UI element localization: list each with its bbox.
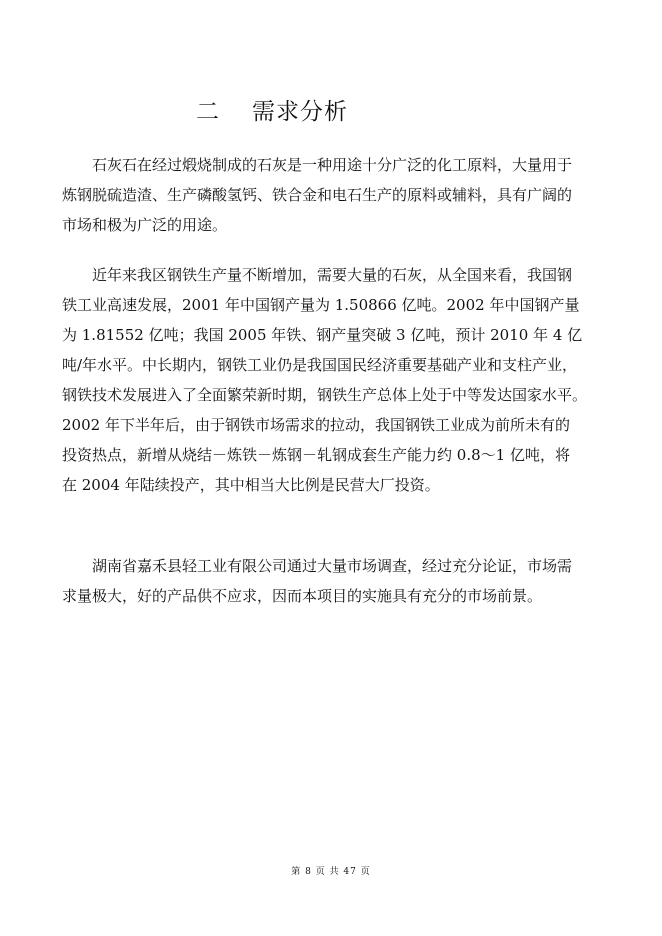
paragraph-line: 炼钢脱硫造渣、生产磷酸氢钙、铁合金和电石生产的原料或辅料，具有广阔的 [62,186,573,204]
page-footer: 第 8 页 共 47 页 [291,867,371,877]
section-number: 二 [196,99,220,125]
paragraph-line: 投资热点，新增从烧结－炼铁－炼钢－轧钢成套生产能力约 0.8～1 亿吨，将 [62,446,570,464]
paragraph-lime-uses [62,150,604,240]
paragraph-line: 2002 年下半年后，由于钢铁市场需求的拉动，我国钢铁工业成为前所未有的 [62,416,570,434]
paragraph-line: 为 1.81552 亿吨；我国 2005 年铁、钢产量突破 3 亿吨，预计 2010 年 4 亿 [62,326,583,344]
paragraph-line: 石灰石在经过煅烧制成的石灰是一种用途十分广泛的化工原料，大量用于 [92,156,573,174]
section-title: 需求分析 [252,99,348,125]
paragraph-line: 市场和极为广泛的用途。 [62,216,228,234]
paragraph-line: 钢铁技术发展进入了全面繁荣新时期，钢铁生产总体上处于中等发达国家水平。 [62,386,588,404]
paragraph-line: 湖南省嘉禾县轻工业有限公司通过大量市场调查，经过充分论证，市场需 [92,557,573,575]
paragraph-line: 铁工业高速发展，2001 年中国钢产量为 1.50866 亿吨。2002 年中国钢产量 [62,296,580,314]
paragraph-line: 求量极大，好的产品供不应求，因而本项目的实施具有充分的市场前景。 [62,587,543,605]
paragraph-market-survey [62,551,604,611]
paragraph-steel-industry [62,260,604,500]
paragraph-line: 在 2004 年陆续投产，其中相当大比例是民营大厂投资。 [62,476,440,494]
section-heading [196,96,348,128]
paragraph-line: 吨/年水平。中长期内，钢铁工业仍是我国国民经济重要基础产业和支柱产业， [62,356,578,374]
paragraph-line: 近年来我区钢铁生产量不断增加，需要大量的石灰，从全国来看，我国钢 [92,266,573,284]
